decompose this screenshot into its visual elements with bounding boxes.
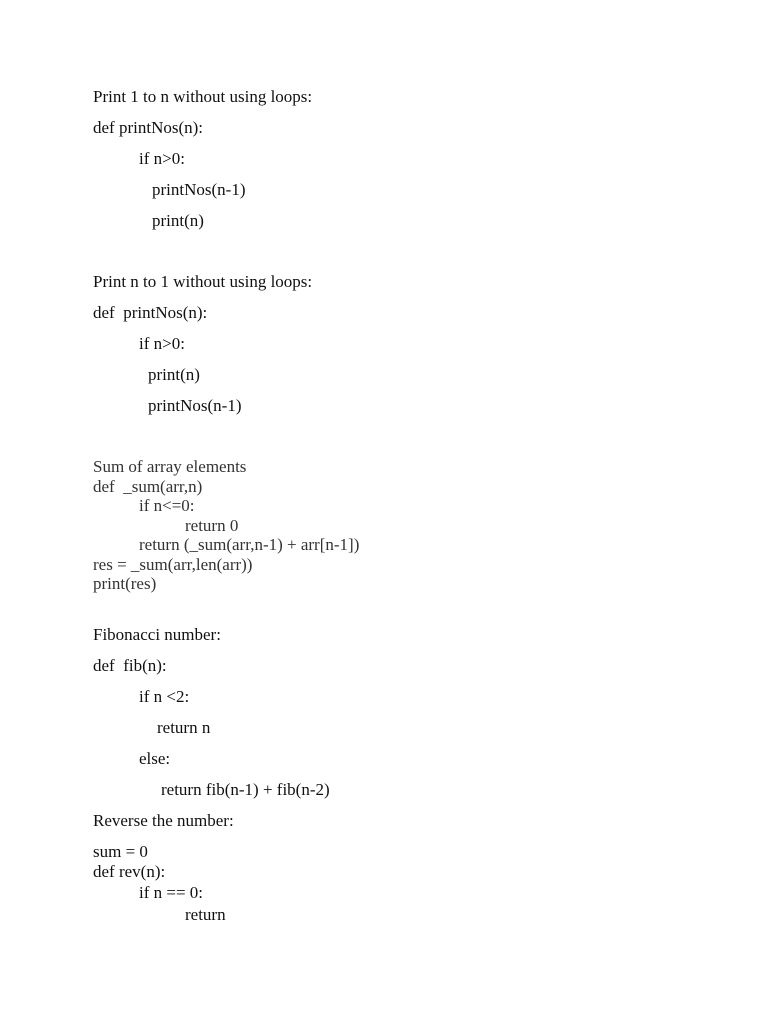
- code-line: if n>0:: [139, 334, 185, 353]
- code-line: if n<=0:: [139, 496, 195, 515]
- code-line: return: [185, 905, 226, 924]
- section-heading: Sum of array elements: [93, 457, 247, 476]
- code-line: return fib(n-1) + fib(n-2): [161, 780, 330, 799]
- code-line: print(n): [148, 365, 200, 384]
- code-line: return (_sum(arr,n-1) + arr[n-1]): [139, 535, 360, 554]
- code-line: res = _sum(arr,len(arr)): [93, 555, 253, 574]
- code-line: return n: [157, 718, 211, 737]
- section-heading: Fibonacci number:: [93, 625, 221, 644]
- code-line: else:: [139, 749, 171, 768]
- code-line: print(n): [152, 211, 204, 230]
- code-line: if n <2:: [139, 687, 190, 706]
- code-line: printNos(n-1): [148, 396, 242, 415]
- code-line: def printNos(n):: [93, 303, 208, 322]
- section-heading: Reverse the number:: [93, 811, 234, 830]
- code-line: return 0: [185, 516, 239, 535]
- section-heading: Print n to 1 without using loops:: [93, 272, 313, 291]
- code-line: print(res): [93, 574, 157, 593]
- section-heading: Print 1 to n without using loops:: [93, 87, 313, 106]
- code-line: if n>0:: [139, 149, 185, 168]
- code-line: def fib(n):: [93, 656, 167, 675]
- code-line: def rev(n):: [93, 862, 166, 881]
- code-line: if n == 0:: [139, 883, 204, 902]
- code-line: sum = 0: [93, 842, 148, 861]
- code-line: printNos(n-1): [152, 180, 246, 199]
- code-line: def printNos(n):: [93, 118, 204, 137]
- code-line: def _sum(arr,n): [93, 477, 203, 496]
